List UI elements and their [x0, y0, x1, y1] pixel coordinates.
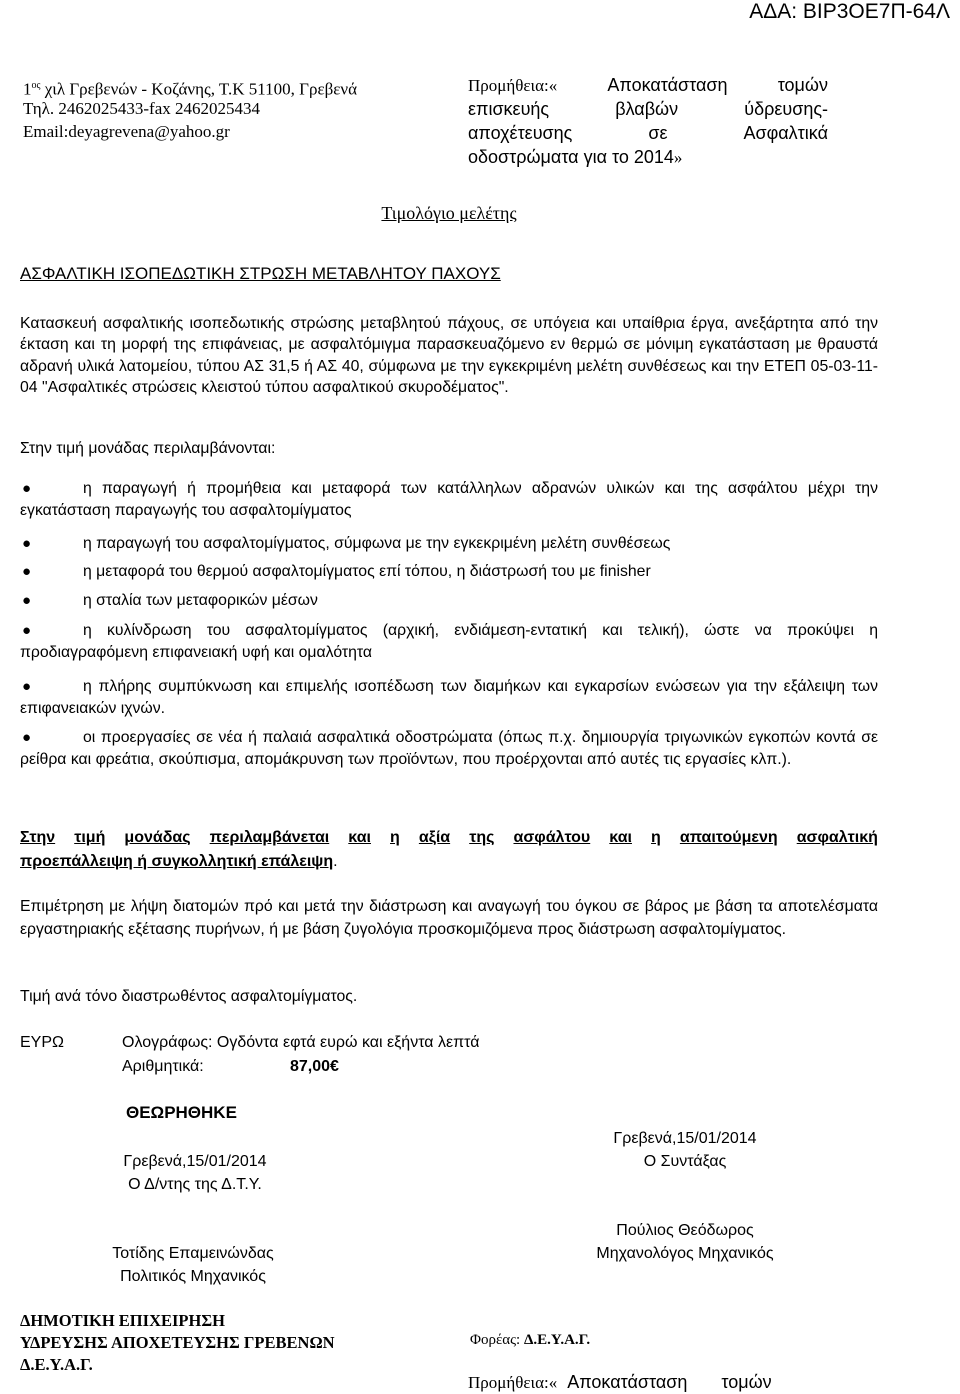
list-item: ● η παραγωγή ή προμήθεια και μεταφορά των κατάλληλων αδρανών υλικών και της ασφάλτου μέχρι την εγκατάσταση παραγωγής του ασφαλτομίγματος	[20, 480, 878, 519]
project-line-1: Προμήθεια:« Αποκατάσταση τομών	[468, 75, 828, 95]
item-description: Κατασκευή ασφαλτικής ισοπεδωτικής στρώσης μεταβλητού πάχους, σε υπόγεια και υπαίθρια έργα, ανεξάρτητα από την έκταση και τη μορφή της επιφάνειας, με ασφαλτόμιγμα παρασκευαζόμενο εν θερμώ σε μόνιμη εγκατάσταση με θραυστά αδρανή υλικά λατομείου, τύπου ΑΣ 31,5 ή ΑΣ 40, σύμφωνα με την εγκεκριμένη μελέτη συνθέσεως και την ΕΤΕΠ 05-03-11-04 "Ασφαλτικές στρώσεις κλειστού τύπου ασφαλτικού σκυροδέματος".	[20, 315, 878, 396]
project-line-3: αποχέτευσης σε Ασφαλτικά	[468, 123, 828, 143]
author-name-block	[532, 1219, 838, 1265]
note-line-1: Στην τιμή μονάδας περιλαμβάνεται και η αξία της ασφάλτου και η απαιτούμενη ασφαλτική	[20, 829, 878, 846]
price-in-numbers-label: Αριθμητικά:	[122, 1058, 204, 1075]
project-line-2: επισκευής βλαβών ύδρευσης-	[468, 99, 828, 119]
bullet-icon: ●	[22, 729, 32, 746]
email-line: Email:deyagrevena@yahoo.gr	[23, 122, 230, 141]
phone-fax-line: Τηλ. 2462025433-fax 2462025434	[23, 99, 261, 118]
author-date: Γρεβενά,15/01/2014	[613, 1130, 757, 1147]
author-signature-block	[555, 1127, 815, 1173]
org-line-1: ΔΗΜΟΤΙΚΗ ΕΠΙΧΕΙΡΗΣΗ	[20, 1311, 225, 1330]
author-role: Ο Συντάξας	[643, 1153, 727, 1170]
org-line-3: Δ.Ε.Υ.Α.Γ.	[20, 1355, 93, 1374]
bullet-icon: ●	[22, 480, 32, 497]
ada-code: ΑΔΑ: ΒΙΡ3ΟΕ7Π-64Λ	[749, 0, 950, 23]
header-right-project	[468, 74, 828, 170]
footer-project: Προμήθεια:« Αποκατάσταση τομών	[468, 1372, 772, 1392]
director-date: Γρεβενά,15/01/2014	[123, 1153, 267, 1170]
director-title: Πολιτικός Μηχανικός	[120, 1268, 266, 1285]
address-line: $1^{o\varsigma}$ χιλ Γρεβενών - Κοζάνης, Τ.Κ 51100, Γρεβενά	[23, 79, 358, 99]
project-line-4: οδοστρώματα για το 2014»	[468, 147, 683, 167]
note-line-2: προεπάλλειψη ή συγκολλητική επάλειψη.	[20, 853, 338, 870]
bullet-icon: ●	[22, 563, 32, 580]
included-label: Στην τιμή μονάδας περιλαμβάνονται:	[20, 440, 276, 457]
list-item: ● η παραγωγή του ασφαλτομίγματος, σύμφωνα με την εγκεκριμένη μελέτη συνθέσεως	[20, 533, 878, 555]
bullet-icon: ●	[22, 535, 32, 552]
bullet-icon: ●	[22, 678, 32, 695]
price-in-numbers-value: 87,00€	[290, 1058, 339, 1075]
list-item: ● η μεταφορά του θερμού ασφαλτομίγματος επί τόπου, η διάστρωσή του με finisher	[20, 561, 878, 583]
director-role: Ο Δ/ντης της Δ.Τ.Υ.	[128, 1176, 262, 1193]
header-left-contact	[23, 74, 357, 143]
list-item: ● η κυλίνδρωση του ασφαλτομίγματος (αρχική, ενδιάμεση-εντατική και τελική), ώστε να προκύψει η προδιαγραφόμενη επιφανειακή υφή και ομαλότητα	[20, 622, 878, 661]
section-title: ΑΣΦΑΛΤΙΚΗ ΙΣΟΠΕΔΩΤΙΚΗ ΣΤΡΩΣΗ ΜΕΤΑΒΛΗΤΟΥ ΠΑΧΟΥΣ	[20, 264, 501, 283]
author-name: Πούλιος Θεόδωρος	[616, 1222, 754, 1239]
asphalt-included-note	[20, 826, 878, 874]
org-line-2: ΥΔΡΕΥΣΗΣ ΑΠΟΧΕΤΕΥΣΗΣ ΓΡΕΒΕΝΩΝ	[20, 1333, 335, 1352]
price-in-words: Ολογράφως: Ογδόντα εφτά ευρώ και εξήντα λεπτά	[122, 1034, 480, 1051]
measurement-text: Επιμέτρηση με λήψη διατομών πρό και μετά την διάστρωση και αναγωγή του όγκου σε βάρος με βάση τα αποτελέσματα εργαστηριακής εξέτασης πυρήνων, ή με βάση ζυγολόγια προσκομιζόμενα προς διάστρωση ασφαλτομίγματος.	[20, 898, 878, 938]
footer-organization	[20, 1310, 335, 1376]
author-title: Μηχανολόγος Μηχανικός	[596, 1245, 774, 1262]
director-signature-block	[90, 1150, 300, 1196]
list-item: ● η πλήρης συμπύκνωση και επιμελής ισοπέδωση των διαμήκων και εγκαρσίων ενώσεων για την εξάλειψη των επιφανειακών ιχνών.	[20, 678, 878, 717]
study-title: Τιμολόγιο μελέτης	[381, 203, 517, 223]
list-item: ● η σταλία των μεταφορικών μέσων	[20, 590, 878, 612]
director-name: Τοτίδης Επαμεινώνδας	[112, 1245, 274, 1262]
list-item: ● οι προεργασίες σε νέα ή παλαιά ασφαλτικά οδοστρώματα (όπως π.χ. δημιουργία τριγωνικών εγκοπών κοντά σε ρείθρα και φρεάτια, σκούπισμα, απομάκρυνση των προϊόντων, που προέρχονται από αυτές τις εργασίες κλπ.).	[20, 729, 878, 768]
approved-label: ΘΕΩΡΗΘΗΚΕ	[126, 1103, 237, 1122]
director-name-block	[60, 1242, 326, 1288]
bullet-icon: ●	[22, 592, 32, 609]
unit-price-basis: Τιμή ανά τόνο διαστρωθέντος ασφαλτομίγματος.	[20, 988, 358, 1005]
footer-owner: Φορέας: Δ.Ε.Υ.Α.Γ.	[470, 1332, 591, 1348]
currency-label: ΕΥΡΩ	[20, 1034, 64, 1051]
bullet-icon: ●	[22, 622, 32, 639]
